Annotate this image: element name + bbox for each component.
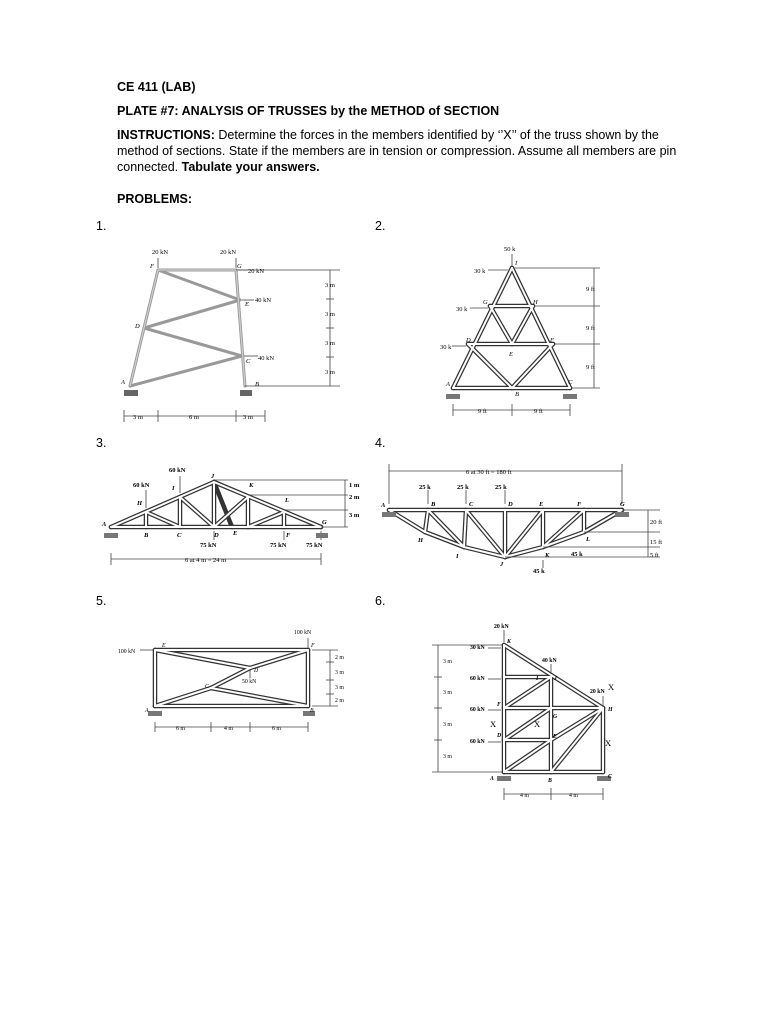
p4-node-j: J (500, 561, 504, 568)
p5-node-a: A (145, 708, 149, 714)
p3-node-i: I (172, 485, 175, 492)
p3-height-1: 1 m (349, 482, 360, 489)
p4-node-d: D (508, 501, 513, 508)
p6-mark-x-2: X (534, 719, 541, 729)
p6-load-i: 40 kN (542, 658, 557, 664)
p6-node-c: C (608, 774, 612, 780)
p4-node-f: F (577, 501, 582, 508)
p6-mark-x-4: X (605, 738, 612, 748)
p2-load-d: 30 k (440, 344, 452, 351)
p4-height-1: 20 ft (650, 519, 663, 526)
p1-height-3: 3 m (325, 340, 335, 347)
p5-node-e: E (162, 643, 166, 649)
p1-node-g: G (237, 263, 242, 270)
p2-height-2: 9 ft (586, 325, 595, 332)
p5-height-2: 3 m (335, 670, 344, 676)
p2-node-e: E (509, 351, 513, 358)
p4-load-d: 25 k (495, 484, 507, 491)
tabulate-note: Tabulate your answers. (181, 160, 320, 174)
p6-height-2: 3 m (443, 690, 452, 696)
p3-node-b: B (144, 532, 149, 539)
p3-load-f: 75 kN (270, 542, 287, 549)
p5-load-e: 100 kN (118, 649, 136, 655)
p2-node-g: G (483, 299, 488, 306)
p1-node-b: B (255, 381, 259, 388)
p3-node-l: L (285, 497, 289, 504)
p5-span-2: 4 m (224, 726, 233, 732)
p6-load-60-2: 60 kN (470, 707, 485, 713)
p2-height-1: 9 ft (586, 286, 595, 293)
p2-node-a: A (446, 381, 450, 388)
p6-node-e: E (553, 734, 557, 740)
p3-node-j: J (211, 473, 215, 480)
p3-node-h: H (137, 500, 143, 507)
p2-node-c: C (568, 379, 573, 386)
p2-load-i: 50 k (504, 246, 516, 253)
p4-node-b: B (431, 501, 436, 508)
p4-node-e: E (539, 501, 544, 508)
p6-load-60-1: 60 kN (470, 676, 485, 682)
problem-number-3: 3. (96, 436, 107, 450)
p1-node-a: A (121, 379, 125, 386)
p4-load-k-side: 45 k (571, 551, 583, 558)
p4-node-g: G (620, 501, 625, 508)
p1-load-f: 20 kN (152, 249, 169, 256)
p5-height-1: 2 m (335, 655, 344, 661)
p1-load-c: 40 kN (258, 355, 275, 362)
p4-node-l: L (586, 536, 590, 543)
p6-mark-x-3: X (608, 682, 615, 692)
p3-load-i: 60 kN (169, 467, 186, 474)
p3-node-e: E (233, 530, 238, 537)
p6-node-b: B (548, 778, 552, 784)
p3-height-2: 2 m (349, 494, 360, 501)
p3-node-d: D (214, 532, 219, 539)
p5-load-f: 100 kN (294, 630, 312, 636)
problem-number-2: 2. (375, 219, 386, 233)
p1-load-e: 40 kN (255, 297, 272, 304)
p5-height-3: 3 m (335, 685, 344, 691)
p1-span-1: 3 m (133, 414, 143, 421)
instructions-text-2: method of sections. State if the members are in tension or compression. Assume all members are pin (117, 144, 677, 158)
p1-load-g-h: 20 kN (248, 268, 265, 275)
p3-node-c: C (177, 532, 182, 539)
p3-load-g: 75 kN (306, 542, 323, 549)
p6-span-1: 4 m (520, 793, 529, 799)
course-title: CE 411 (LAB) (117, 80, 196, 94)
p3-node-g: G (322, 519, 327, 526)
p6-node-j: J (554, 676, 557, 682)
p4-height-3: 5 ft (650, 552, 659, 559)
instructions-text-3a: connected. (117, 160, 182, 174)
p6-node-k: K (507, 639, 511, 645)
p4-span: 6 at 30 ft = 180 ft (466, 469, 512, 476)
p6-node-f: F (497, 702, 501, 708)
p1-node-d: D (135, 323, 140, 330)
p6-load-k: 20 kN (494, 624, 509, 630)
p3-load-d: 75 kN (200, 542, 217, 549)
p1-node-c: C (246, 358, 251, 365)
p6-height-1: 3 m (443, 659, 452, 665)
problem-number-4: 4. (375, 436, 386, 450)
p5-node-f: F (311, 643, 315, 649)
p2-node-f: F (550, 337, 554, 344)
p6-node-h: H (608, 707, 613, 713)
p1-height-1: 3 m (325, 282, 335, 289)
problems-label: PROBLEMS: (117, 192, 192, 206)
p3-height-3: 3 m (349, 512, 360, 519)
p6-load-60-3: 60 kN (470, 739, 485, 745)
p6-height-3: 3 m (443, 722, 452, 728)
p5-node-c: C (205, 684, 209, 690)
p2-node-h: H (533, 299, 538, 306)
p6-height-4: 3 m (443, 754, 452, 760)
instructions-label: INSTRUCTIONS: (117, 128, 215, 142)
p2-span-2: 9 ft (534, 408, 543, 415)
p4-node-k: K (545, 552, 550, 559)
p3-span: 6 at 4 m = 24 m (185, 557, 227, 564)
problem-number-1: 1. (96, 219, 107, 233)
p1-node-e: E (245, 301, 249, 308)
p1-span-2: 6 m (189, 414, 199, 421)
p6-span-2: 4 m (569, 793, 578, 799)
p6-mark-x-1: X (490, 719, 497, 729)
p4-load-b: 25 k (419, 484, 431, 491)
p6-node-g: G (553, 714, 558, 720)
p3-load-h: 60 kN (133, 482, 150, 489)
p1-span-3: 3 m (243, 414, 253, 421)
p5-load-d: 50 kN (242, 679, 257, 685)
p4-load-k: 45 k (533, 568, 545, 575)
p4-node-c: C (469, 501, 474, 508)
p4-height-2: 15 ft (650, 539, 663, 546)
plate-title: PLATE #7: ANALYSIS OF TRUSSES by the METHOD of SECTION (117, 104, 500, 118)
p3-node-k: K (249, 482, 254, 489)
problem-number-6: 6. (375, 594, 386, 608)
instructions-text-1: Determine the forces in the members identified by ‘’X’’ of the truss shown by the (214, 128, 659, 142)
p2-load-g: 30 k (456, 306, 468, 313)
p4-node-i: I (456, 553, 459, 560)
p2-span-1: 9 ft (478, 408, 487, 415)
p1-load-g: 20 kN (220, 249, 237, 256)
p4-node-h: H (418, 537, 424, 544)
p5-span-1: 6 m (176, 726, 185, 732)
problem-number-5: 5. (96, 594, 107, 608)
p5-node-d: D (254, 668, 259, 674)
p1-node-f: F (150, 263, 154, 270)
p1-height-2: 3 m (325, 311, 335, 318)
p2-node-i: I (515, 260, 518, 267)
p6-load-30: 30 kN (470, 645, 485, 651)
p5-node-b: B (310, 708, 314, 714)
p4-node-a: A (381, 502, 386, 509)
p4-load-c: 25 k (457, 484, 469, 491)
p6-load-h: 20 kN (590, 689, 605, 695)
p1-height-4: 3 m (325, 369, 335, 376)
p2-load-top: 30 k (474, 268, 486, 275)
p5-span-3: 6 m (272, 726, 281, 732)
p2-node-d: D (466, 337, 471, 344)
p3-node-a: A (102, 521, 107, 528)
p2-height-3: 9 ft (586, 364, 595, 371)
p2-node-b: B (515, 391, 519, 398)
p6-node-d: D (497, 733, 502, 739)
p6-node-a: A (490, 776, 494, 782)
p6-node-i: I (536, 676, 539, 682)
p3-node-f: F (286, 532, 291, 539)
p5-height-4: 2 m (335, 698, 344, 704)
